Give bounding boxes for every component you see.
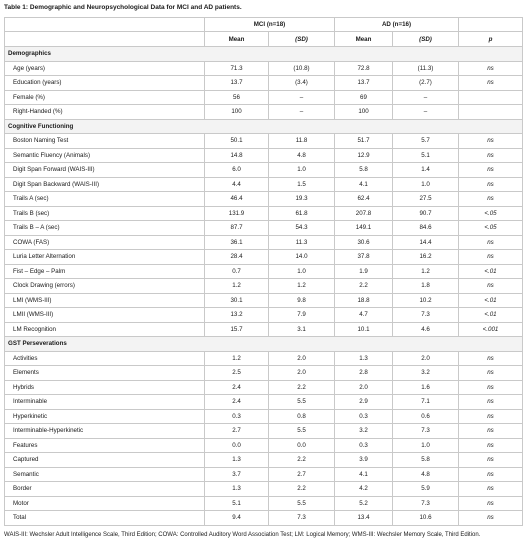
column-header-mci-mean: Mean <box>205 32 269 47</box>
p-value-cell: ns <box>459 438 523 453</box>
p-value-cell: ns <box>459 467 523 482</box>
mci-mean-cell: 13.2 <box>205 308 269 323</box>
table-row <box>5 279 523 294</box>
ad-mean-cell: 4.1 <box>335 467 393 482</box>
row-label: Trails B – A (sec) <box>5 221 205 236</box>
row-label: LM Recognition <box>5 322 205 337</box>
mci-mean-cell: 2.5 <box>205 366 269 381</box>
mci-mean-cell: 1.3 <box>205 482 269 497</box>
corner-cell <box>5 18 205 32</box>
ad-mean-cell: 10.1 <box>335 322 393 337</box>
column-header-ad-sd: (SD) <box>393 32 459 47</box>
table-row <box>5 380 523 395</box>
row-label: COWA (FAS) <box>5 235 205 250</box>
mci-sd-cell: 2.7 <box>269 467 335 482</box>
p-value-cell: ns <box>459 351 523 366</box>
table-row <box>5 511 523 526</box>
row-label: Hybrids <box>5 380 205 395</box>
p-value-cell: ns <box>459 250 523 265</box>
table-row <box>5 148 523 163</box>
ad-mean-cell: 13.7 <box>335 76 393 91</box>
p-value-cell: ns <box>459 409 523 424</box>
mci-mean-cell: 3.7 <box>205 467 269 482</box>
row-label: LMI (WMS-III) <box>5 293 205 308</box>
mci-mean-cell: 14.8 <box>205 148 269 163</box>
ad-mean-cell: 72.8 <box>335 61 393 76</box>
ad-sd-cell: 7.3 <box>393 424 459 439</box>
mci-sd-cell: 11.3 <box>269 235 335 250</box>
p-value-cell: <.05 <box>459 221 523 236</box>
p-value-cell: <.01 <box>459 293 523 308</box>
p-value-cell: <.05 <box>459 206 523 221</box>
group-header-mci: MCI (n=18) <box>205 18 335 32</box>
mci-mean-cell: 87.7 <box>205 221 269 236</box>
row-label: Digit Span Backward (WAIS-III) <box>5 177 205 192</box>
mci-sd-cell: 7.9 <box>269 308 335 323</box>
mci-sd-cell: 5.5 <box>269 496 335 511</box>
mci-sd-cell: 5.5 <box>269 424 335 439</box>
mci-mean-cell: 13.7 <box>205 76 269 91</box>
mci-mean-cell: 50.1 <box>205 134 269 149</box>
row-label: Captured <box>5 453 205 468</box>
ad-mean-cell: 4.2 <box>335 482 393 497</box>
table-row <box>5 192 523 207</box>
table-row <box>5 293 523 308</box>
mci-mean-cell: 46.4 <box>205 192 269 207</box>
table-row <box>5 351 523 366</box>
ad-mean-cell: 5.8 <box>335 163 393 178</box>
mci-mean-cell: 131.9 <box>205 206 269 221</box>
ad-mean-cell: 3.9 <box>335 453 393 468</box>
mci-mean-cell: 4.4 <box>205 177 269 192</box>
ad-sd-cell: – <box>393 105 459 120</box>
p-value-cell <box>459 105 523 120</box>
table-caption: Table 1: Demographic and Neuropsychological Data for MCI and AD patients. <box>4 4 242 11</box>
section-header-row <box>5 119 523 134</box>
ad-mean-cell: 2.0 <box>335 380 393 395</box>
mci-sd-cell: 11.8 <box>269 134 335 149</box>
ad-mean-cell: 37.8 <box>335 250 393 265</box>
row-label: Features <box>5 438 205 453</box>
row-label: Elements <box>5 366 205 381</box>
table-row <box>5 395 523 410</box>
row-label: Semantic Fluency (Animals) <box>5 148 205 163</box>
section-title: Cognitive Functioning <box>5 119 523 134</box>
ad-sd-cell: 5.8 <box>393 453 459 468</box>
table-body <box>5 18 523 526</box>
mci-mean-cell: 9.4 <box>205 511 269 526</box>
table-row <box>5 264 523 279</box>
table-row <box>5 308 523 323</box>
ad-mean-cell: 0.3 <box>335 409 393 424</box>
ad-mean-cell: 62.4 <box>335 192 393 207</box>
ad-sd-cell: 7.1 <box>393 395 459 410</box>
ad-mean-cell: 18.8 <box>335 293 393 308</box>
p-value-cell: ns <box>459 279 523 294</box>
table-row <box>5 438 523 453</box>
p-value-cell: ns <box>459 177 523 192</box>
mci-mean-cell: 2.7 <box>205 424 269 439</box>
mci-mean-cell: 1.2 <box>205 351 269 366</box>
ad-sd-cell: 1.2 <box>393 264 459 279</box>
ad-mean-cell: 149.1 <box>335 221 393 236</box>
p-value-cell: ns <box>459 366 523 381</box>
mci-mean-cell: 36.1 <box>205 235 269 250</box>
ad-sd-cell: 1.0 <box>393 177 459 192</box>
ad-sd-cell: 10.6 <box>393 511 459 526</box>
ad-mean-cell: 5.2 <box>335 496 393 511</box>
column-header-blank <box>5 32 205 47</box>
mci-mean-cell: 1.3 <box>205 453 269 468</box>
row-label: Luria Letter Alternation <box>5 250 205 265</box>
mci-sd-cell: 54.3 <box>269 221 335 236</box>
mci-mean-cell: 30.1 <box>205 293 269 308</box>
mci-sd-cell: (10.8) <box>269 61 335 76</box>
p-value-cell: <.01 <box>459 264 523 279</box>
table-row <box>5 105 523 120</box>
mci-sd-cell: 2.2 <box>269 380 335 395</box>
table-row <box>5 409 523 424</box>
ad-sd-cell: (2.7) <box>393 76 459 91</box>
ad-sd-cell: – <box>393 90 459 105</box>
row-label: Border <box>5 482 205 497</box>
p-value-cell: ns <box>459 424 523 439</box>
mci-mean-cell: 28.4 <box>205 250 269 265</box>
table-row <box>5 206 523 221</box>
p-value-cell <box>459 90 523 105</box>
mci-sd-cell: 7.3 <box>269 511 335 526</box>
mci-sd-cell: 1.0 <box>269 163 335 178</box>
p-value-cell: ns <box>459 235 523 250</box>
ad-sd-cell: 7.3 <box>393 496 459 511</box>
mci-sd-cell: 9.8 <box>269 293 335 308</box>
p-value-cell: ns <box>459 192 523 207</box>
mci-sd-cell: 0.0 <box>269 438 335 453</box>
table-row <box>5 163 523 178</box>
p-value-cell: ns <box>459 76 523 91</box>
ad-sd-cell: 16.2 <box>393 250 459 265</box>
row-label: Female (%) <box>5 90 205 105</box>
ad-sd-cell: 5.1 <box>393 148 459 163</box>
row-label: Motor <box>5 496 205 511</box>
mci-mean-cell: 2.4 <box>205 380 269 395</box>
mci-sd-cell: 0.8 <box>269 409 335 424</box>
table-row <box>5 482 523 497</box>
ad-sd-cell: 4.6 <box>393 322 459 337</box>
mci-sd-cell: 2.2 <box>269 482 335 497</box>
group-header-empty <box>459 18 523 32</box>
p-value-cell: ns <box>459 482 523 497</box>
ad-sd-cell: 2.0 <box>393 351 459 366</box>
section-header-row <box>5 337 523 352</box>
ad-mean-cell: 4.7 <box>335 308 393 323</box>
p-value-cell: ns <box>459 395 523 410</box>
row-label: Hyperkinetic <box>5 409 205 424</box>
ad-sd-cell: 1.0 <box>393 438 459 453</box>
column-header-row <box>5 32 523 47</box>
mci-mean-cell: 0.7 <box>205 264 269 279</box>
p-value-cell: ns <box>459 496 523 511</box>
row-label: Fist – Edge – Palm <box>5 264 205 279</box>
mci-sd-cell: 2.0 <box>269 366 335 381</box>
mci-mean-cell: 0.0 <box>205 438 269 453</box>
ad-sd-cell: 90.7 <box>393 206 459 221</box>
ad-mean-cell: 4.1 <box>335 177 393 192</box>
ad-mean-cell: 0.3 <box>335 438 393 453</box>
section-header-row <box>5 47 523 62</box>
ad-sd-cell: 0.6 <box>393 409 459 424</box>
mci-sd-cell: 3.1 <box>269 322 335 337</box>
table-row <box>5 76 523 91</box>
table-row <box>5 424 523 439</box>
ad-mean-cell: 13.4 <box>335 511 393 526</box>
mci-sd-cell: 19.3 <box>269 192 335 207</box>
ad-sd-cell: 4.8 <box>393 467 459 482</box>
p-value-cell: ns <box>459 134 523 149</box>
ad-mean-cell: 3.2 <box>335 424 393 439</box>
ad-sd-cell: 1.6 <box>393 380 459 395</box>
ad-mean-cell: 69 <box>335 90 393 105</box>
ad-sd-cell: 10.2 <box>393 293 459 308</box>
p-value-cell: ns <box>459 148 523 163</box>
mci-sd-cell: 1.5 <box>269 177 335 192</box>
ad-sd-cell: 5.9 <box>393 482 459 497</box>
ad-mean-cell: 100 <box>335 105 393 120</box>
row-label: Age (years) <box>5 61 205 76</box>
p-value-cell: <.01 <box>459 308 523 323</box>
ad-sd-cell: 3.2 <box>393 366 459 381</box>
mci-sd-cell: 14.0 <box>269 250 335 265</box>
mci-mean-cell: 2.4 <box>205 395 269 410</box>
mci-sd-cell: 61.8 <box>269 206 335 221</box>
mci-sd-cell: 5.5 <box>269 395 335 410</box>
table-row <box>5 496 523 511</box>
table-row <box>5 235 523 250</box>
ad-sd-cell: 5.7 <box>393 134 459 149</box>
mci-sd-cell: – <box>269 90 335 105</box>
row-label: Digit Span Forward (WAIS-III) <box>5 163 205 178</box>
mci-mean-cell: 15.7 <box>205 322 269 337</box>
table-row <box>5 322 523 337</box>
row-label: Boston Naming Test <box>5 134 205 149</box>
mci-mean-cell: 6.0 <box>205 163 269 178</box>
group-header-row <box>5 18 523 32</box>
row-label: Interminable <box>5 395 205 410</box>
ad-mean-cell: 2.8 <box>335 366 393 381</box>
ad-sd-cell: 1.8 <box>393 279 459 294</box>
mci-mean-cell: 5.1 <box>205 496 269 511</box>
table-row <box>5 61 523 76</box>
ad-sd-cell: (11.3) <box>393 61 459 76</box>
mci-sd-cell: 2.2 <box>269 453 335 468</box>
p-value-cell: <.001 <box>459 322 523 337</box>
column-header-mci-sd: (SD) <box>269 32 335 47</box>
ad-mean-cell: 1.3 <box>335 351 393 366</box>
data-table <box>4 17 523 526</box>
table-row <box>5 366 523 381</box>
section-title: GST Perseverations <box>5 337 523 352</box>
row-label: Right-Handed (%) <box>5 105 205 120</box>
table-row <box>5 177 523 192</box>
mci-sd-cell: 1.0 <box>269 264 335 279</box>
ad-sd-cell: 14.4 <box>393 235 459 250</box>
row-label: Trails B (sec) <box>5 206 205 221</box>
mci-sd-cell: – <box>269 105 335 120</box>
table-row <box>5 134 523 149</box>
table-row <box>5 221 523 236</box>
p-value-cell: ns <box>459 61 523 76</box>
mci-sd-cell: (3.4) <box>269 76 335 91</box>
ad-sd-cell: 27.5 <box>393 192 459 207</box>
ad-mean-cell: 2.2 <box>335 279 393 294</box>
p-value-cell: ns <box>459 453 523 468</box>
ad-mean-cell: 12.9 <box>335 148 393 163</box>
row-label: Interminable-Hyperkinetic <box>5 424 205 439</box>
table-footnote: WAIS-III: Wechsler Adult Intelligence Scale, Third Edition; COWA: Controlled Auditory Word Association Test; LM: Logical Memory; WMS-III: Wechsler Memory Scale, Third Edition. <box>4 532 481 538</box>
row-label: Activities <box>5 351 205 366</box>
table-row <box>5 90 523 105</box>
table-row <box>5 467 523 482</box>
row-label: Total <box>5 511 205 526</box>
mci-mean-cell: 71.3 <box>205 61 269 76</box>
table-row <box>5 250 523 265</box>
column-header-p: p <box>459 32 523 47</box>
ad-mean-cell: 30.6 <box>335 235 393 250</box>
row-label: Clock Drawing (errors) <box>5 279 205 294</box>
mci-sd-cell: 2.0 <box>269 351 335 366</box>
mci-mean-cell: 1.2 <box>205 279 269 294</box>
ad-mean-cell: 207.8 <box>335 206 393 221</box>
column-header-ad-mean: Mean <box>335 32 393 47</box>
row-label: Trails A (sec) <box>5 192 205 207</box>
mci-mean-cell: 56 <box>205 90 269 105</box>
row-label: Semantic <box>5 467 205 482</box>
ad-sd-cell: 7.3 <box>393 308 459 323</box>
ad-mean-cell: 1.9 <box>335 264 393 279</box>
p-value-cell: ns <box>459 163 523 178</box>
table-row <box>5 453 523 468</box>
row-label: Education (years) <box>5 76 205 91</box>
mci-sd-cell: 4.8 <box>269 148 335 163</box>
row-label: LMII (WMS-III) <box>5 308 205 323</box>
mci-sd-cell: 1.2 <box>269 279 335 294</box>
ad-sd-cell: 1.4 <box>393 163 459 178</box>
mci-mean-cell: 100 <box>205 105 269 120</box>
ad-mean-cell: 2.9 <box>335 395 393 410</box>
ad-mean-cell: 51.7 <box>335 134 393 149</box>
p-value-cell: ns <box>459 380 523 395</box>
ad-sd-cell: 84.6 <box>393 221 459 236</box>
section-title: Demographics <box>5 47 523 62</box>
group-header-ad: AD (n=16) <box>335 18 459 32</box>
p-value-cell: ns <box>459 511 523 526</box>
mci-mean-cell: 0.3 <box>205 409 269 424</box>
